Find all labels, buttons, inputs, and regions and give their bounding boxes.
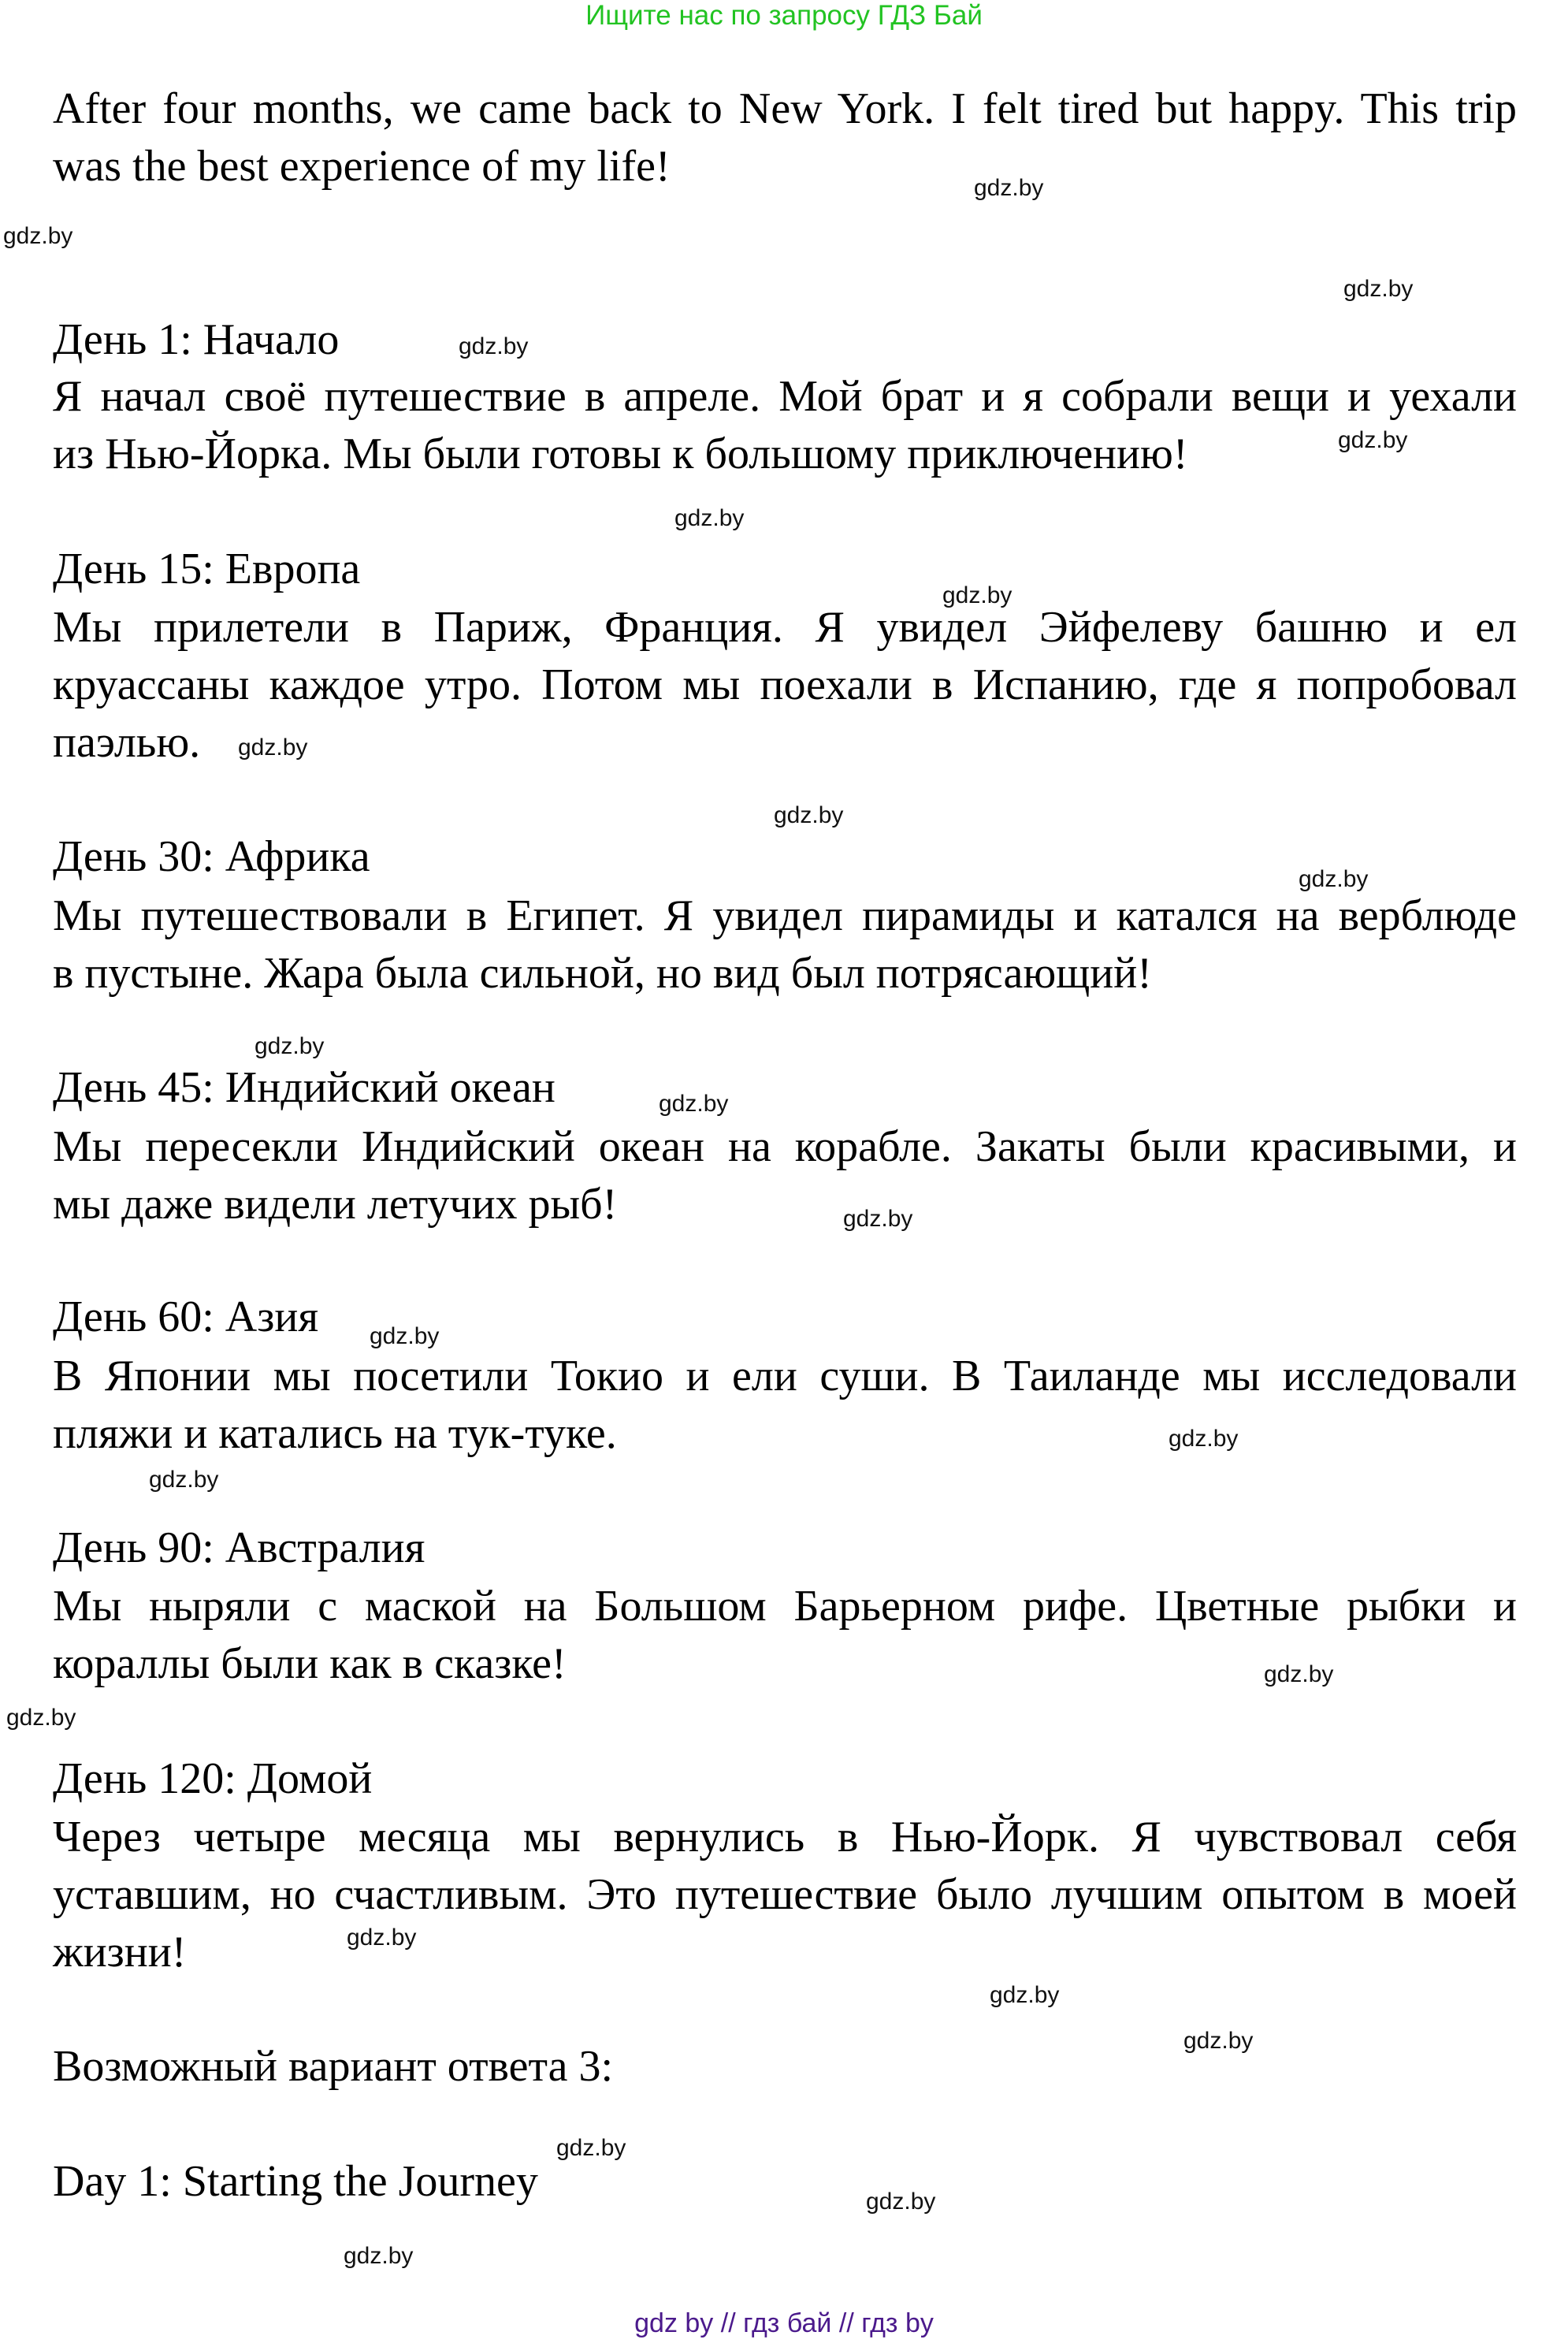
watermark: gdz.by — [866, 2189, 936, 2215]
watermark: gdz.by — [1183, 2028, 1254, 2054]
search-hint-banner: Ищите нас по запросу ГДЗ Бай — [585, 0, 983, 31]
paragraph-line: в пустыне. Жара была сильной, но вид был потрясающий! — [53, 949, 1152, 998]
section-title: День 90: Австралия — [53, 1523, 425, 1572]
section-title: День 60: Азия — [53, 1292, 319, 1341]
paragraph-line: After four months, we came back to New York. I felt tired but happy. This trip — [53, 84, 1517, 133]
section-paragraph — [53, 368, 1517, 483]
section-title: День 15: Европа — [53, 545, 361, 593]
paragraph-line: круассаны каждое утро. Потом мы поехали в Испанию, где я попробовал — [53, 660, 1517, 709]
section-title: День 45: Индийский океан — [53, 1063, 555, 1112]
section-paragraph — [53, 1118, 1517, 1233]
paragraph-line: Через четыре месяца мы вернулись в Нью-Йорк. Я чувствовал себя — [53, 1813, 1517, 1861]
paragraph-line: Я начал своё путешествие в апреле. Мой брат и я собрали вещи и уехали — [53, 372, 1517, 421]
section-paragraph — [53, 1809, 1517, 1981]
intro-paragraph — [53, 80, 1517, 195]
paragraph-line: Мы прилетели в Париж, Франция. Я увидел Эйфелеву башню и ел — [53, 603, 1517, 652]
watermark: gdz.by — [370, 1323, 440, 1349]
section-paragraph — [53, 887, 1517, 1002]
paragraph-line: пляжи и катались на тук-туке. — [53, 1409, 617, 1458]
paragraph-line: мы даже видели летучих рыб! — [53, 1180, 618, 1229]
watermark: gdz.by — [659, 1091, 729, 1117]
watermark: gdz.by — [255, 1033, 325, 1059]
section-paragraph — [53, 1348, 1517, 1463]
watermark: gdz.by — [1169, 1426, 1239, 1452]
paragraph-line: уставшим, но счастливым. Это путешествие было лучшим опытом в моей — [53, 1870, 1517, 1919]
watermark: gdz.by — [774, 802, 844, 828]
paragraph-line: из Нью-Йорка. Мы были готовы к большому приключению! — [53, 430, 1188, 478]
paragraph-line: Мы путешествовали в Египет. Я увидел пирамиды и катался на верблюде — [53, 891, 1517, 940]
watermark: gdz.by — [347, 1925, 417, 1951]
watermark: gdz.by — [149, 1467, 219, 1493]
section-title: День 1: Начало — [53, 315, 340, 364]
watermark: gdz.by — [3, 223, 73, 249]
watermark: gdz.by — [238, 735, 308, 761]
watermark: gdz.by — [1338, 427, 1408, 453]
variant-heading: Возможный вариант ответа 3: — [53, 2042, 614, 2091]
watermark: gdz.by — [1299, 866, 1369, 892]
watermark: gdz.by — [556, 2135, 626, 2161]
section-title: День 120: Домой — [53, 1754, 373, 1803]
watermark: gdz.by — [974, 175, 1044, 201]
section-title: День 30: Африка — [53, 832, 370, 881]
watermark: gdz.by — [674, 505, 745, 531]
watermark: gdz.by — [459, 333, 529, 359]
paragraph-line: was the best experience of my life! — [53, 142, 671, 191]
paragraph-line: Мы пересекли Индийский океан на корабле. Закаты были красивыми, и — [53, 1122, 1517, 1171]
paragraph-line: жизни! — [53, 1928, 187, 1977]
next-day-title: Day 1: Starting the Journey — [53, 2157, 538, 2206]
watermark: gdz.by — [344, 2243, 414, 2269]
paragraph-line: В Японии мы посетили Токио и ели суши. В Таиланде мы исследовали — [53, 1352, 1517, 1400]
paragraph-line: паэлью. — [53, 718, 201, 767]
watermark: gdz.by — [990, 1982, 1060, 2008]
paragraph-line: кораллы были как в сказке! — [53, 1639, 567, 1688]
watermark: gdz.by — [942, 582, 1013, 608]
watermark: gdz.by — [1264, 1661, 1334, 1687]
watermark: gdz.by — [843, 1206, 913, 1232]
paragraph-line: Мы ныряли с маской на Большом Барьерном рифе. Цветные рыбки и — [53, 1582, 1517, 1631]
watermark: gdz.by — [6, 1705, 76, 1731]
footer-links[interactable]: gdz by // гдз бай // гдз by — [634, 2308, 934, 2338]
watermark: gdz.by — [1343, 276, 1414, 302]
